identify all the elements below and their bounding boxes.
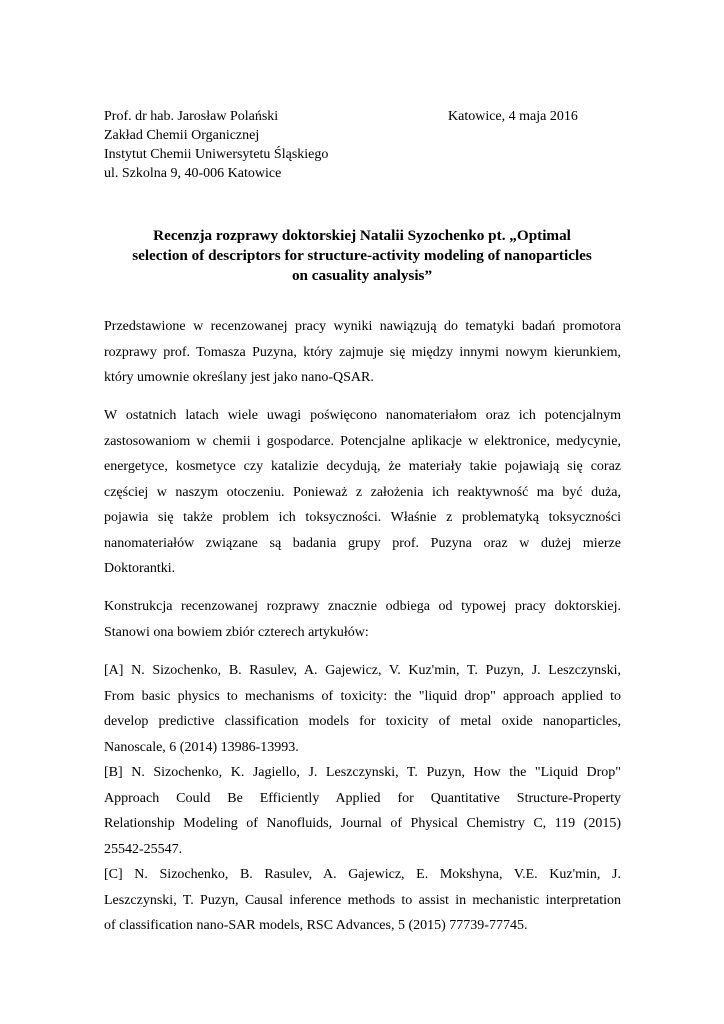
department-name: Zakład Chemii Organicznej: [104, 128, 260, 143]
paragraph-line: Przedstawione w recenzowanej pracy wyniki nawiązują do tematyki badań promotora: [104, 319, 621, 334]
reference-b-line: Relationship Modeling of Nanofluids, Journal of Physical Chemistry C, 119 (2015): [104, 816, 621, 831]
paragraph-line: który umownie określany jest jako nano-QSAR.: [104, 370, 374, 385]
paragraph-line: Konstrukcja recenzowanej rozprawy znacznie odbiega od typowej pracy doktorskiej.: [104, 599, 621, 614]
paragraph-structure: [104, 594, 621, 645]
title-line: Recenzja rozprawy doktorskiej Natalii Syzochenko pt. „Optimal: [153, 227, 571, 244]
title-line: on casuality analysis”: [291, 267, 433, 284]
place-date: Katowice, 4 maja 2016: [448, 109, 578, 124]
paragraph-line: zastosowaniom w chemii i gospodarce. Potencjalne aplikacje w elektronice, medycynie,: [104, 433, 621, 449]
author-name: Prof. dr hab. Jarosław Polański: [104, 109, 279, 124]
paragraph-intro: [104, 314, 621, 391]
paragraph-line: Doktorantki.: [104, 561, 176, 576]
title-line: selection of descriptors for structure-activity modeling of nanoparticles: [132, 247, 592, 264]
review-title: [92, 226, 632, 286]
paragraph-line: energetyce, kosmetyce czy katalizie decydują, że materiały takie pojawiają się coraz: [104, 459, 621, 474]
street-address: ul. Szkolna 9, 40-006 Katowice: [104, 166, 282, 181]
reference-list: [104, 658, 621, 939]
reference-c-line: [C] N. Sizochenko, B. Rasulev, A. Gajewicz, E. Mokshyna, V.E. Kuz'min, J.: [104, 867, 621, 882]
reference-b-line: Approach Could Be Efficiently Applied for Quantitative Structure-Property: [104, 790, 621, 806]
reference-a-line: develop predictive classification models for toxicity of metal oxide nanoparticles,: [104, 714, 621, 729]
paragraph-line: częściej w naszym otoczeniu. Ponieważ z założenia ich reaktywność ma być duża,: [104, 484, 621, 500]
reference-c-line: Leszczynski, T. Puzyn, Causal inference methods to assist in mechanistic interpretation: [104, 892, 621, 908]
reference-a-line: From basic physics to mechanisms of toxicity: the "liquid drop" approach applied to: [104, 688, 621, 704]
paragraph-nanomaterials: [104, 403, 621, 582]
paragraph-line: W ostatnich latach wiele uwagi poświęcono nanomateriałom oraz ich potencjalnym: [104, 408, 621, 423]
paragraph-line: Stanowi ona bowiem zbiór czterech artykułów:: [104, 624, 369, 640]
reference-b-line: [B] N. Sizochenko, K. Jagiello, J. Leszczynski, T. Puzyn, How the "Liquid Drop": [104, 765, 621, 780]
reference-b-line: 25542-25547.: [104, 841, 183, 857]
paragraph-line: pojawia się także problem ich toksyczności. Właśnie z problematyką toksyczności: [104, 510, 621, 525]
institute-name: Instytut Chemii Uniwersytetu Śląskiego: [104, 147, 329, 162]
paragraph-line: nanomateriałów związane są badania grupy prof. Puzyna oraz w dużej mierze: [104, 535, 621, 551]
reference-c-line: of classification nano-SAR models, RSC Advances, 5 (2015) 77739-77745.: [104, 918, 528, 933]
reference-a-line: [A] N. Sizochenko, B. Rasulev, A. Gajewicz, V. Kuz'min, T. Puzyn, J. Leszczynski,: [104, 663, 621, 678]
paragraph-line: rozprawy prof. Tomasza Puzyna, który zajmuje się między innymi nowym kierunkiem,: [104, 344, 621, 360]
reference-a-line: Nanoscale, 6 (2014) 13986-13993.: [104, 739, 299, 755]
